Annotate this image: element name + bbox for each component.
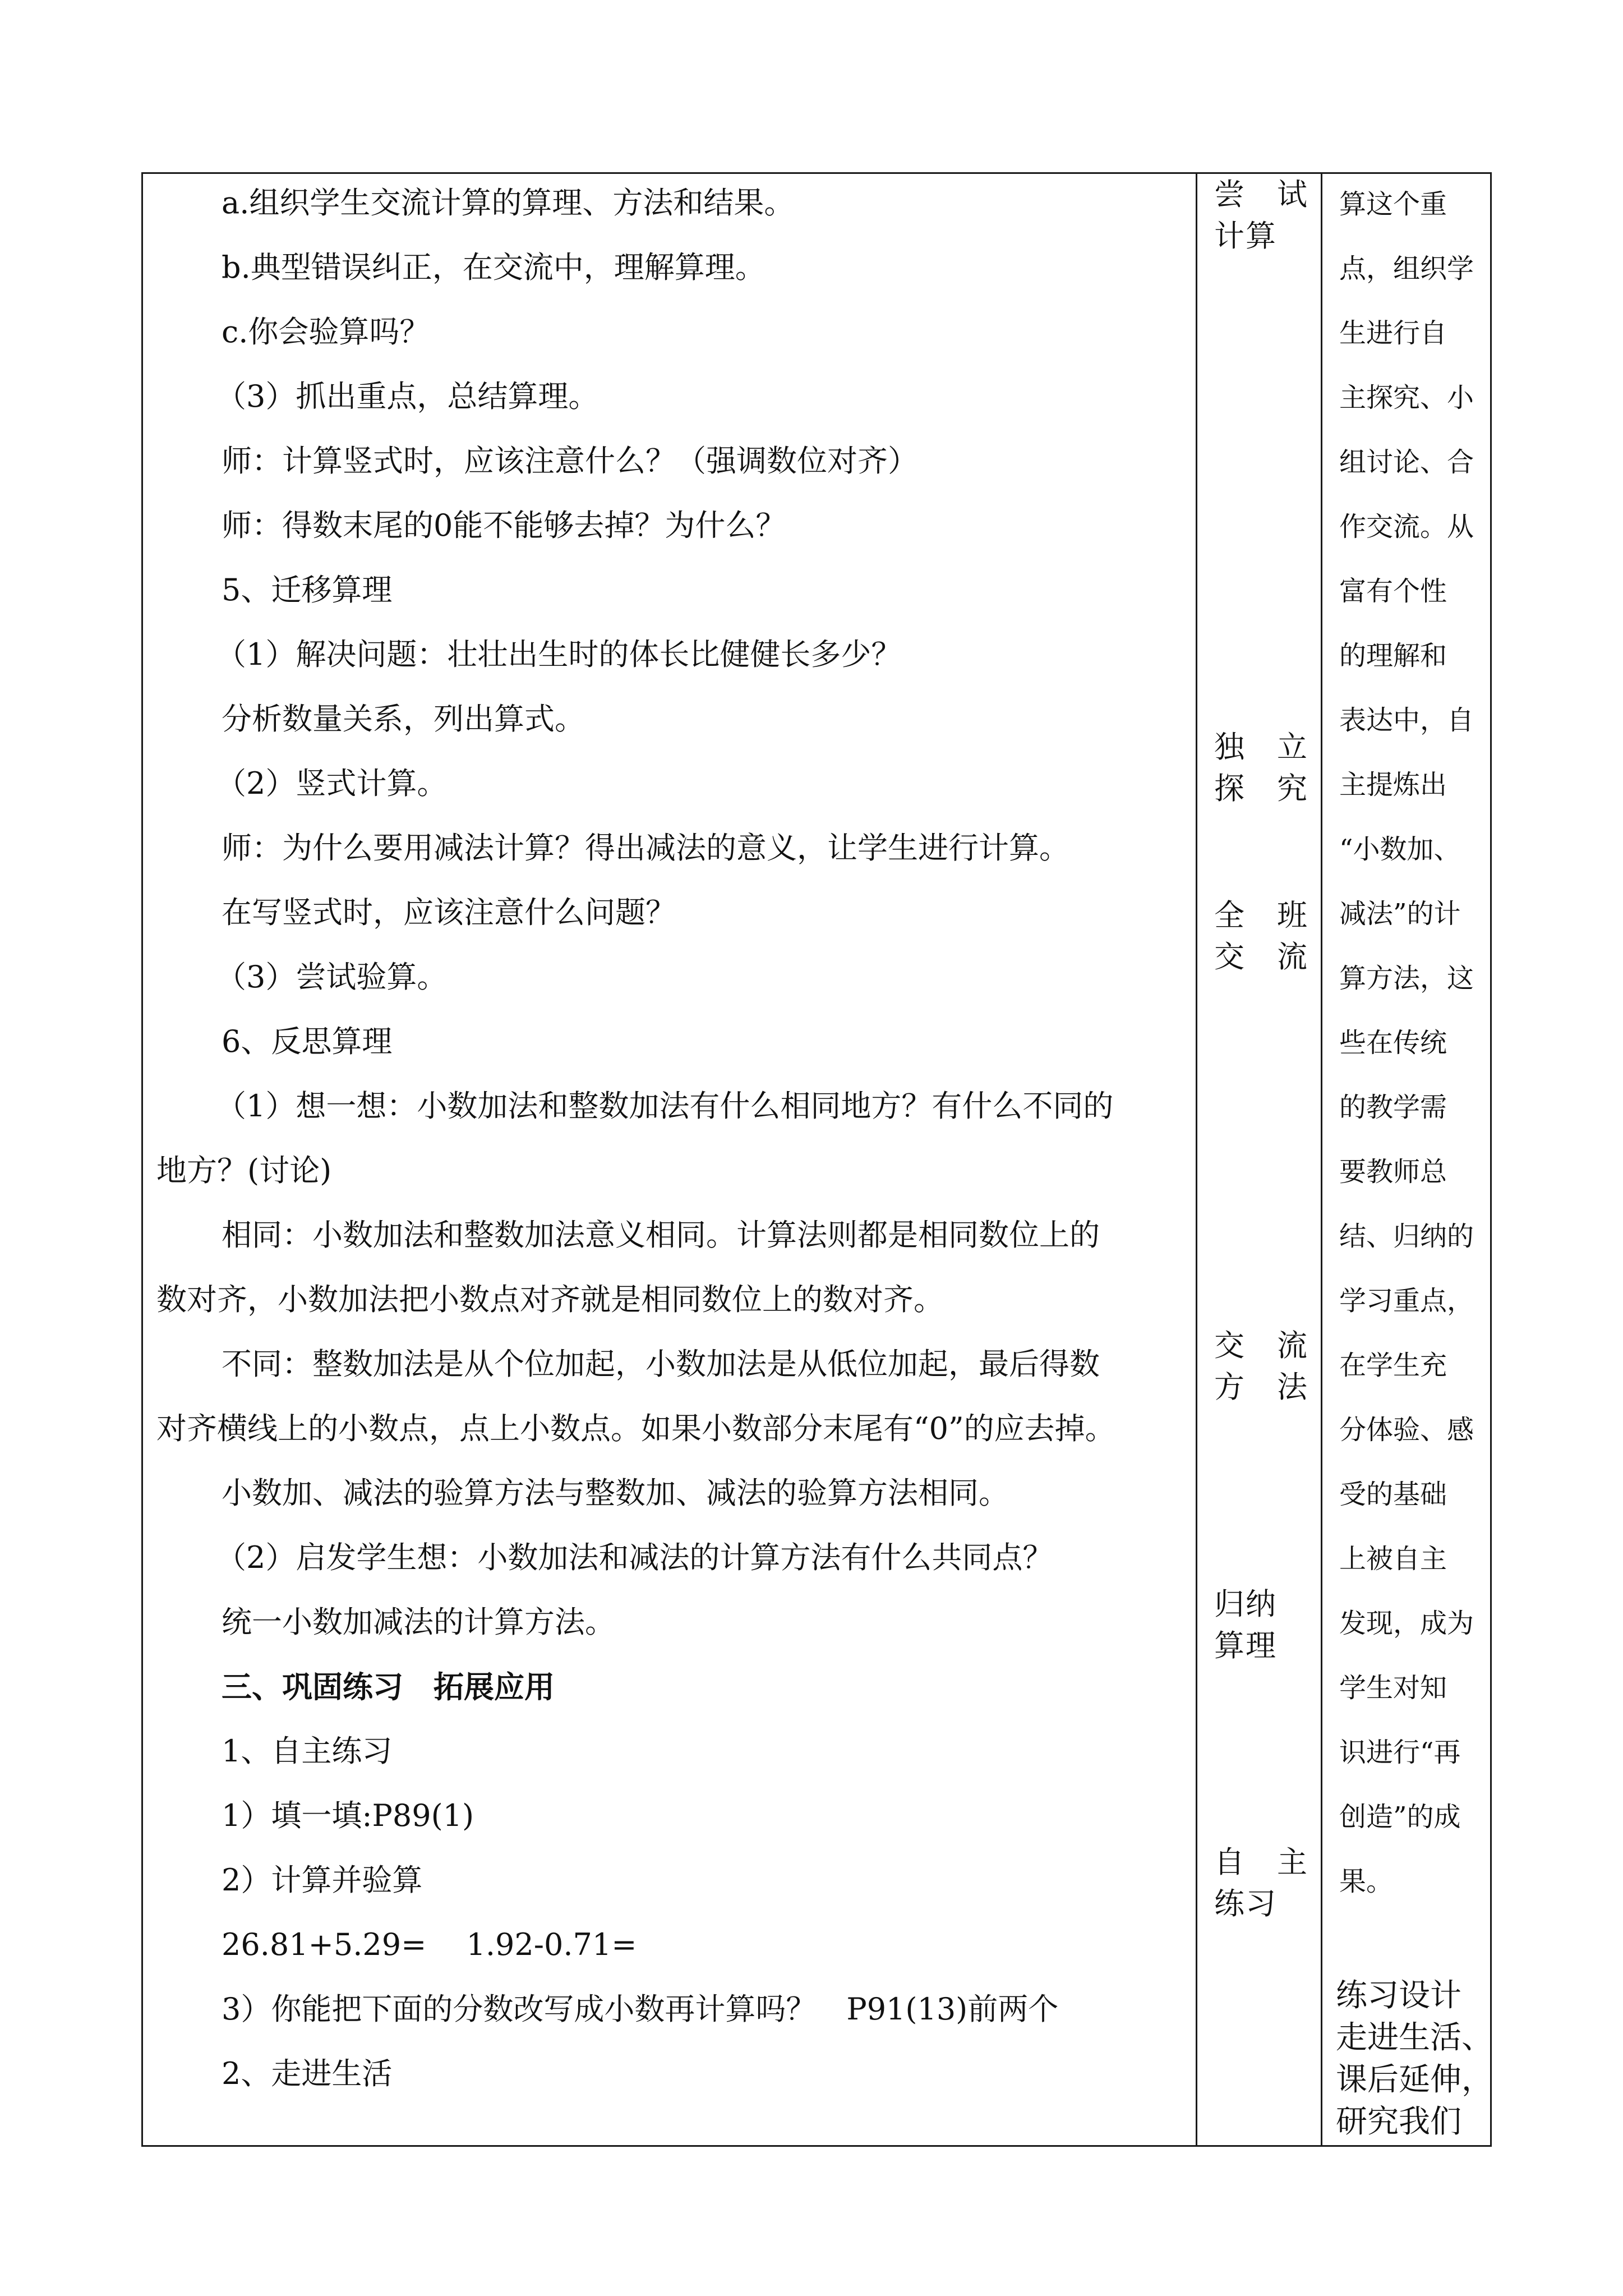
note-line: 生进行自: [1339, 318, 1447, 349]
note-line: 学生对知: [1339, 1672, 1447, 1704]
note-line: 课后延伸，: [1336, 2062, 1493, 2098]
text-line: （2）竖式计算。: [216, 766, 448, 801]
note-line: 些在传统: [1339, 1027, 1447, 1059]
note-line: 走进生活、: [1336, 2019, 1493, 2056]
note-line: 的理解和: [1339, 640, 1447, 671]
teaching-process-column: [143, 174, 1197, 2145]
note-line: 上被自主: [1339, 1543, 1447, 1575]
text-line: （1）想一想：小数加法和整数加法有什么相同地方？有什么不同的: [216, 1088, 1114, 1124]
note-line: 研究我们: [1336, 2104, 1461, 2140]
text-line: （2）启发学生想：小数加法和减法的计算方法有什么共同点？: [216, 1540, 1053, 1575]
text-line: 地方？(讨论): [156, 1153, 332, 1188]
text-line: 2、走进生活: [222, 2056, 393, 2091]
text-line: 统一小数加减法的计算方法。: [222, 1604, 615, 1640]
activity-label: 交 流 方 法: [1214, 1328, 1308, 1405]
note-line: 发现，成为: [1339, 1608, 1474, 1639]
lesson-table: [141, 172, 1492, 2147]
text-line: 3）你能把下面的分数改写成小数再计算吗？ P91(13)前两个: [222, 1991, 1059, 2027]
activity-label: 尝 试 计算: [1214, 177, 1308, 254]
text-line: 26.81+5.29= 1.92-0.71=: [222, 1927, 637, 1962]
note-line: 在学生充: [1339, 1350, 1447, 1381]
note-line: 主探究、小: [1339, 382, 1474, 413]
text-line: 1、自主练习: [222, 1733, 393, 1769]
note-line: 算这个重: [1339, 188, 1447, 220]
text-line: 小数加、减法的验算方法与整数加、减法的验算方法相同。: [222, 1475, 1009, 1511]
note-line: 要教师总: [1339, 1156, 1447, 1188]
note-line: 学习重点，: [1339, 1285, 1474, 1317]
note-line: 算方法，这: [1339, 963, 1474, 994]
text-line: （3）尝试验算。: [216, 959, 448, 995]
text-line: 不同：整数加法是从个位加起，小数加法是从低位加起，最后得数: [222, 1346, 1100, 1382]
activity-label: 自 主 练习: [1214, 1844, 1308, 1921]
text-line: 分析数量关系，列出算式。: [222, 701, 585, 737]
text-line: 在写竖式时，应该注意什么问题？: [222, 895, 676, 930]
text-line: 2）计算并验算: [222, 1862, 423, 1898]
design-intent-column: [1324, 174, 1493, 2145]
note-line: 点，组织学: [1339, 253, 1474, 284]
text-line: 师：得数末尾的0能不能够去掉？为什么？: [222, 508, 786, 543]
text-line: 师：计算竖式时，应该注意什么？（强调数位对齐）: [222, 443, 918, 478]
text-line: a.组织学生交流计算的算理、方法和结果。: [222, 185, 795, 220]
note-line: 表达中，自: [1339, 705, 1474, 736]
note-line: 分体验、感: [1339, 1414, 1474, 1446]
activity-label: 独 立 探 究: [1214, 729, 1308, 806]
text-line: （1）解决问题：壮壮出生时的体长比健健长多少？: [216, 637, 902, 672]
section-heading: 5、迁移算理: [222, 572, 393, 608]
note-line: 果。: [1339, 1866, 1394, 1897]
text-line: c.你会验算吗？: [222, 314, 430, 349]
note-line: 练习设计: [1336, 1977, 1461, 2014]
activity-label: 归纳 算理: [1214, 1586, 1277, 1663]
note-line: 受的基础: [1339, 1479, 1447, 1510]
note-line: 创造”的成: [1339, 1801, 1461, 1833]
note-line: 作交流。从: [1339, 511, 1474, 542]
activity-label: 全 班 交 流: [1214, 898, 1308, 974]
note-line: 结、归纳的: [1339, 1221, 1474, 1252]
note-line: 的教学需: [1339, 1092, 1447, 1123]
text-line: （3）抓出重点，总结算理。: [216, 379, 599, 414]
text-line: 师：为什么要用减法计算？得出减法的意义，让学生进行计算。: [222, 830, 1069, 866]
text-line: 相同：小数加法和整数加法意义相同。计算法则都是相同数位上的: [222, 1217, 1100, 1253]
note-line: 组讨论、合: [1339, 447, 1474, 478]
note-line: 识进行“再: [1339, 1737, 1461, 1768]
activity-column: [1198, 174, 1322, 2145]
note-line: 减法”的计: [1339, 898, 1461, 930]
note-line: “小数加、: [1339, 834, 1461, 865]
text-line: 对齐横线上的小数点，点上小数点。如果小数部分末尾有“0”的应去掉。: [156, 1411, 1115, 1446]
text-line: b.典型错误纠正，在交流中，理解算理。: [222, 250, 766, 285]
section-heading: 三、巩固练习 拓展应用: [222, 1669, 555, 1705]
section-heading: 6、反思算理: [222, 1024, 393, 1059]
note-line: 主提炼出: [1339, 769, 1447, 800]
note-line: 富有个性: [1339, 576, 1447, 607]
text-line: 数对齐，小数加法把小数点对齐就是相同数位上的数对齐。: [156, 1282, 944, 1317]
text-line: 1）填一填:P89(1): [222, 1798, 474, 1833]
